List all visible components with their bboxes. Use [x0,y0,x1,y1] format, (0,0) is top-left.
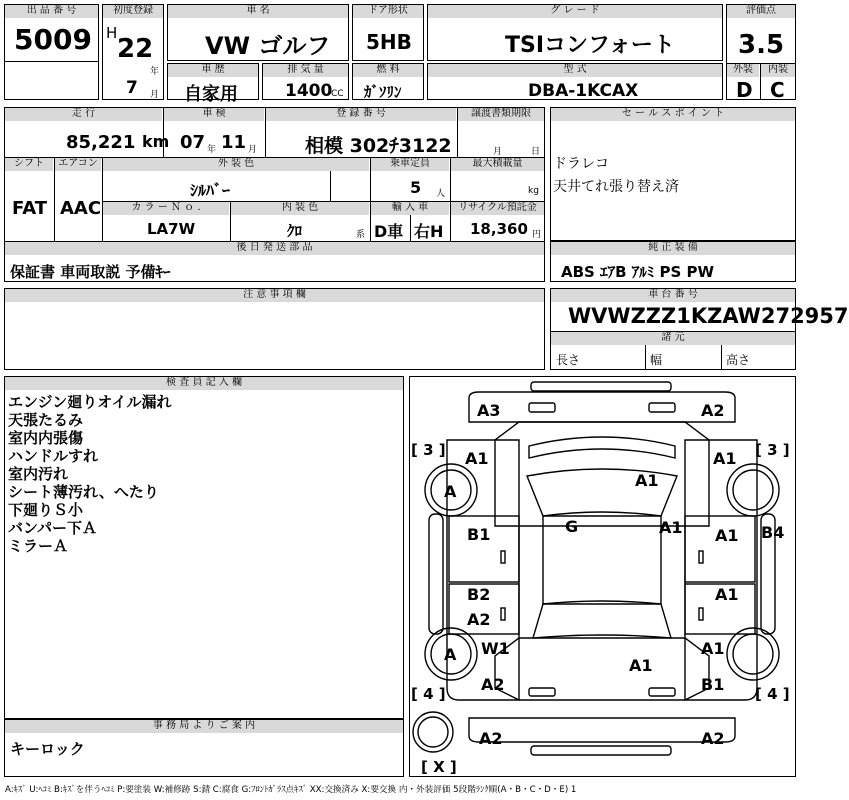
sales-point-1: ドラレコ [553,156,609,172]
sales-point-label: セ ー ル ス ポ イ ン ト [551,108,795,121]
office-text: キーロック [10,740,85,758]
capacity-unit: 人 [436,189,446,199]
mark-rl-wheel: A [444,645,457,664]
color-no-label: カ ラ ー Ｎ ｏ . [103,202,229,215]
handle-side: 右H [414,222,444,241]
inspection-month-unit: 月 [248,145,258,155]
exterior-grade: D [736,78,753,102]
spec-label: 諸 元 [551,332,795,345]
interior-color-suffix: 系 [356,230,366,240]
recycle-fee: 18,360 [470,220,528,238]
door-label: ドア形状 [353,5,423,18]
office-label: 事 務 局 よ り ご 案 内 [5,720,403,733]
year-unit: 年 [150,67,160,77]
inspector-line: エンジン廻りオイル漏れ [8,393,172,411]
inspector-line: 下廻りＳ小 [8,501,84,519]
score: 3.5 [738,30,785,60]
door-type: 5HB [366,30,412,54]
mark-front-door-left: B1 [467,525,491,544]
tire-rear-left: [ 4 ] [411,685,446,703]
inspector-label: 検 査 員 記 入 欄 [5,377,403,390]
color-label: 外 装 色 [103,158,369,171]
inspector-line: 室内内張傷 [8,429,84,447]
width-label: 幅 [650,353,663,367]
parts-items: 保証書 車両取説 予備ｷｰ [10,263,171,281]
grade: TSIコンフォート [505,33,675,58]
mark-windshield-right: A1 [659,518,683,537]
notes-label: 注 意 事 項 欄 [5,289,544,302]
air-conditioner: AAC [60,198,102,219]
inspector-line: 室内汚れ [8,465,69,483]
first-registration-label: 初度登録 [103,5,163,18]
displacement-label: 排 気 量 [263,64,348,77]
length-label: 長さ [556,353,581,367]
transfer-label: 譲渡書類期限 [458,108,544,121]
mark-hood: A1 [635,471,659,490]
body-color: ｼﾙﾊﾞｰ [190,181,231,200]
interior-color-label: 内 装 色 [231,202,369,215]
import-type: D車 [374,222,404,241]
mark-rear-door-right: A1 [715,585,739,604]
tire-front-left: [ 3 ] [411,441,446,459]
legend: A:ｷｽﾞ U:ﾍｺﾐ B:ｷｽﾞを伴うﾍｺﾐ P:要塗装 W:補修跡 S:錆 C:腐食 G:ﾌﾛﾝﾄｶﾞﾗｽ点ｷｽﾞ XX:交換済み X:要交換 内・外装評価 5段階ﾗﾝｸ順(A・B・C・D・E) 1 [5,785,577,795]
mark-rr-lower: B1 [701,675,725,694]
equipment-items: ABS ｴｱB ｱﾙﾐ PS PW [561,263,715,281]
sales-point-box [550,107,796,241]
mark-rear-door-left: B2 [467,585,491,604]
capacity: 5 [410,178,422,197]
inspector-line: ハンドルすれ [8,447,99,465]
month-unit: 月 [150,90,160,100]
fuel: ｶﾞｿﾘﾝ [364,83,402,101]
color-number: LA7W [147,220,196,238]
inspection-year: 07 [180,132,206,153]
era: H [106,24,118,42]
recycle-unit: 円 [532,230,542,240]
tire-spare: [ X ] [421,758,457,776]
inspector-line: シート薄汚れ、へたり [8,483,159,501]
mark-rl-lower: A2 [481,675,505,694]
score-label: 評価点 [727,5,795,18]
plate-number: 相模 302ﾁ3122 [305,135,452,157]
car-name: VW ゴルフ [205,32,331,60]
mark-fl-wheel: A [444,482,457,501]
import-label: 輸 入 車 [371,202,449,215]
mark-roof: G [565,517,579,536]
lot-number: 5009 [14,23,92,56]
mark-rr-quarter: A1 [701,639,725,658]
height-label: 高さ [726,353,751,367]
mark-front-door-right: A1 [715,526,739,545]
lot-number-label: 出 品 番 号 [5,5,98,18]
model: DBA-1KCAX [528,81,639,101]
displacement-unit: CC [331,89,344,99]
equipment-label: 純 正 装 備 [551,242,795,255]
mark-fl-fender: A1 [465,449,489,468]
tire-rear-right: [ 4 ] [755,685,790,703]
chassis-label: 車 台 番 号 [551,289,795,302]
mileage-unit: km [142,132,170,151]
plate-label: 登 録 番 号 [266,108,456,121]
transfer-day-unit: 日 [531,147,541,157]
inspection-year-unit: 年 [207,145,217,155]
mark-top-left: A3 [477,401,501,420]
parts-label: 後 日 発 送 部 品 [5,242,544,255]
shift: FAT [12,198,48,219]
shift-label: シフト [5,158,53,171]
exterior-label: 外装 [727,64,759,77]
mark-top-right: A2 [701,401,725,420]
mark-rear-door-left-2: A2 [467,610,491,629]
inspector-notes [8,393,172,555]
mark-bottom-right: A2 [701,729,725,748]
mark-fr-fender: A1 [713,449,737,468]
inspector-line: バンパー下Ａ [8,519,97,537]
grade-label: グ レ ー ド [428,5,722,18]
displacement: 1400 [285,81,333,101]
mark-trunk: A1 [629,656,653,675]
ac-label: エアコン [55,158,101,171]
history: 自家用 [184,84,238,105]
interior-color: ｸﾛ [287,222,303,240]
history-label: 車 歴 [168,64,258,77]
capacity-label: 乗車定員 [371,158,449,171]
car-damage-diagram [409,376,796,777]
fuel-label: 燃 料 [353,64,423,77]
inspector-line: 天張たるみ [8,411,84,429]
mileage-label: 走 行 [5,108,162,121]
model-label: 型 式 [428,64,722,77]
chassis-number: WVWZZZ1KZAW272957 [568,304,849,328]
reg-year: 22 [117,34,154,64]
car-name-label: 車 名 [168,5,348,18]
tire-front-right: [ 3 ] [755,441,790,459]
mark-bottom-left: A2 [479,729,503,748]
interior-grade: C [770,78,785,102]
inspector-line: ミラーＡ [8,537,69,555]
load-label: 最大積載量 [451,158,544,171]
mileage: 85,221 [66,132,136,153]
load-unit: kg [528,186,539,196]
reg-month: 7 [126,78,138,98]
interior-label: 内装 [761,64,795,77]
inspection-month: 11 [221,132,247,153]
transfer-month-unit: 月 [493,147,503,157]
sales-point-2: 天井てれ張り替え済 [553,179,679,195]
inspection-label: 車 検 [164,108,264,121]
recycle-label: リサイクル預託金 [451,202,544,215]
mark-right-sill: B4 [761,523,785,542]
mark-rl-quarter: W1 [481,639,510,658]
